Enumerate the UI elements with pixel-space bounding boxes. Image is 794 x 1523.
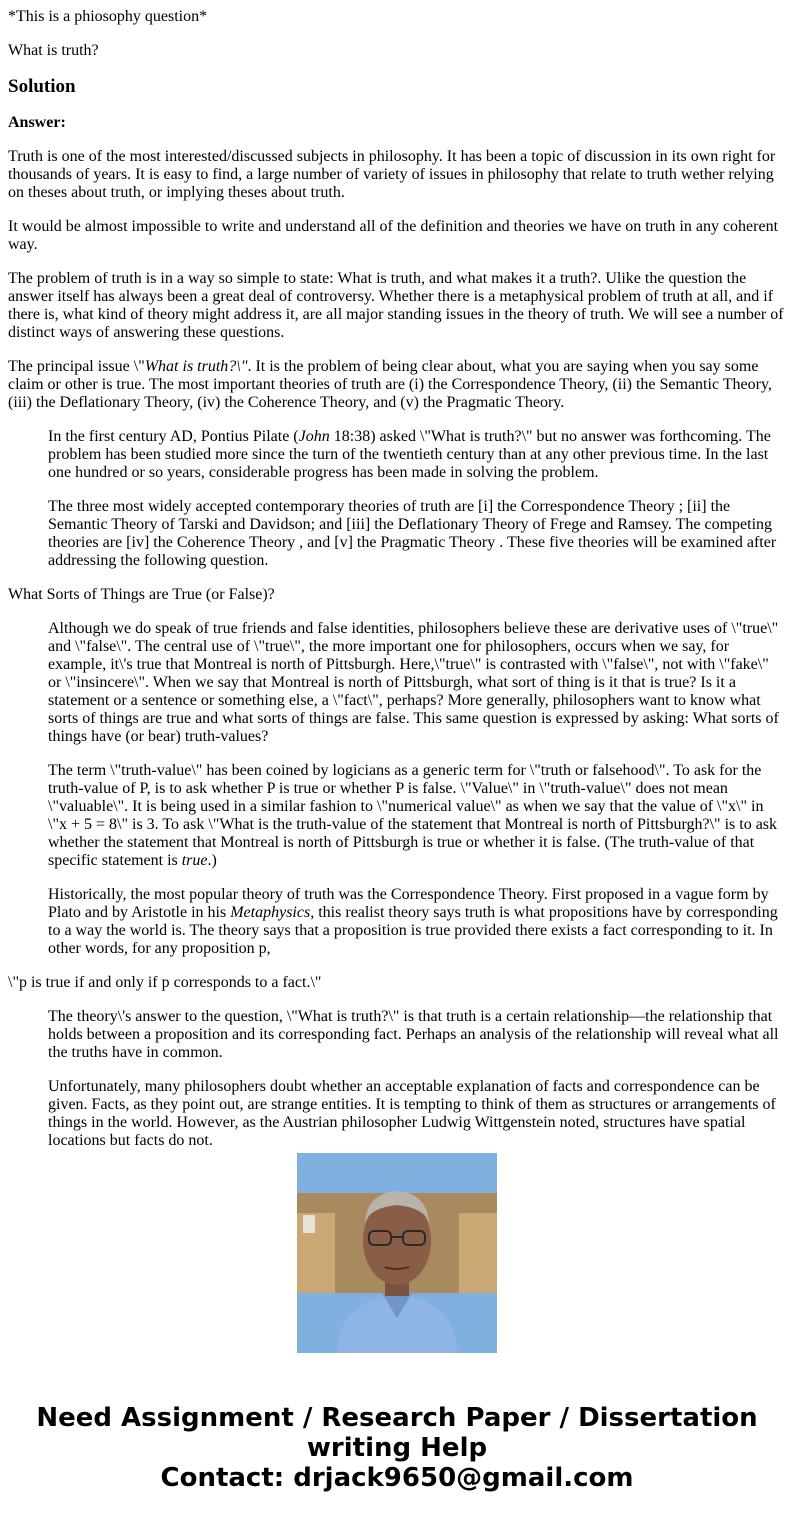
quote-1-end: 18:38) asked \"What is truth?\" but no answer was forthcoming. The problem has been studied more since the turn of the twentieth century than at any other previous time. In the last one hundred or so years, considerable progress has been made in solving the problem. xyxy=(48,428,771,481)
paragraph-1: Truth is one of the most interested/discussed subjects in philosophy. It has been a topic of discussion in its own right for thousands of years. It is easy to find, a large number of variety of issues in philosophy that relate to truth wether relying on theses about truth, or implying theses about truth. xyxy=(8,148,776,201)
quote-paragraph-2: The three most widely accepted contemporary theories of truth are [i] the Correspondence Theory ; [ii] the Semantic Theory of Tarski and Davidson; and [iii] the Deflationary Theory of Frege and Ramsey. The competing theories are [iv] the Coherence Theory , and [v] the Pragmatic Theory . These five theories will be examined after addressing the following question. xyxy=(48,498,777,569)
question-prompt: What is truth? xyxy=(8,42,99,59)
paragraph-4-end: . It is the problem of being clear about, what you are saying when you say some claim or other is true. The most important theories of truth are (i) the Correspondence Theory, (ii) the Semantic Theory, (iii) the Deflationary Theory, (iv) the Coherence Theory, and (v) the Pragmatic Theory. xyxy=(8,358,772,411)
quote-1-start: In the first century AD, Pontius Pilate ( xyxy=(48,428,299,445)
quote-5-start: Historically, the most popular theory of truth was the Correspondence Theory. First proposed in a vague form by Plato and by Aristotle in his xyxy=(48,886,769,921)
paragraph-4-start: The principal issue \" xyxy=(8,358,145,375)
quote-paragraph-6: The theory\'s answer to the question, \"What is truth?\" is that truth is a certain relationship—the relationship that holds between a proposition and its corresponding fact. Perhaps an analysis of the relationship will reveal what all the truths have in common. xyxy=(48,1008,779,1061)
quote-4-emphasis: true xyxy=(181,852,208,869)
answer-label-text: Answer: xyxy=(8,114,66,131)
quote-4-start: The term \"truth-value\" has been coined by logicians as a generic term for \"truth or falsehood\". To ask for the truth-value of P, is to ask whether P is true or whether P is false. \"Value\" in \"truth-value\" does not mean \"valuable\". It is being used in a similar fashion to \"numerical value\" as when we say that the value of \"x\" in \"x + 5 = 8\" is 3. To ask \"What is the truth-value of the statement that Montreal is north of Pittsburgh?\" is to ask whether the statement that Montreal is north of Pittsburgh is true or whether it is false. (The truth-value of that specific statement is xyxy=(48,762,778,869)
quote-paragraph-7: Unfortunately, many philosophers doubt whether an acceptable explanation of facts and correspondence can be given. Facts, as they point out, are strange entities. It is tempting to think of them as structures or arrangements of things in the world. However, as the Austrian philosopher Ludwig Wittgenstein noted, structures have spatial locations but facts do not. xyxy=(48,1078,776,1149)
blockquote-3 xyxy=(48,1008,786,1150)
paragraph-2: It would be almost impossible to write and understand all of the definition and theories we have on truth in any coherent way. xyxy=(8,218,779,253)
paragraph-3: The problem of truth is in a way so simple to state: What is truth, and what makes it a truth?. Ulike the question the answer itself has always been a great deal of controversy. Whether there is a metaphysical problem of truth at all, and if there is, what kind of theory might address it, are all major standing issues in the theory of truth. We will see a number of distinct ways of answering these questions. xyxy=(8,270,784,341)
solution-heading: Solution xyxy=(8,76,76,97)
blockquote-1 xyxy=(48,428,786,570)
banner-line-1: Need Assignment / Research Paper / Dissertation xyxy=(36,1403,758,1433)
paragraph-4 xyxy=(8,358,786,412)
quote-1-emphasis: John xyxy=(298,428,330,445)
answer-label xyxy=(8,114,786,132)
quote-paragraph-5 xyxy=(48,886,786,958)
quote-5-emphasis: Metaphysics xyxy=(230,904,311,921)
avatar xyxy=(297,1153,497,1353)
quote-4-end: .) xyxy=(207,852,217,869)
quote-paragraph-1 xyxy=(48,428,786,482)
question-intro: *This is a phiosophy question* xyxy=(8,8,208,25)
banner-contact: Contact: drjack9650@gmail.com xyxy=(160,1463,634,1493)
contact-banner xyxy=(0,1403,794,1493)
paragraph-4-emphasis: What is truth?\" xyxy=(144,358,248,375)
banner-line-2: writing Help xyxy=(306,1433,488,1463)
portrait-image xyxy=(297,1153,497,1353)
quote-paragraph-3: Although we do speak of true friends and false identities, philosophers believe these are derivative uses of \"true\" and \"false\". The central use of \"true\", the more important one for philosophers, occurs when we say, for example, it\'s true that Montreal is north of Pittsburgh. Here,\"true\" is contrasted with \"false\", not with \"fake\" or \"insincere\". When we say that Montreal is north of Pittsburgh, what sort of thing is it that is true? Is it a statement or a sentence or something else, a \"fact\", perhaps? More generally, philosophers want to know what sorts of things are true and what sorts of things are false. This same question is expressed by asking: What sorts of things have (or bear) truth-values? xyxy=(48,620,779,745)
subheading: What Sorts of Things are True (or False)? xyxy=(8,586,275,603)
formula: \"p is true if and only if p corresponds to a fact.\" xyxy=(8,974,322,991)
quote-paragraph-4 xyxy=(48,762,786,870)
quote-5-end: , this realist theory says truth is what propositions have by corresponding to a way the world is. The theory says that a proposition is true provided there exists a fact corresponding to it. In other words, for any proposition p, xyxy=(48,904,778,957)
blockquote-2 xyxy=(48,620,786,958)
article-content xyxy=(8,0,786,1149)
